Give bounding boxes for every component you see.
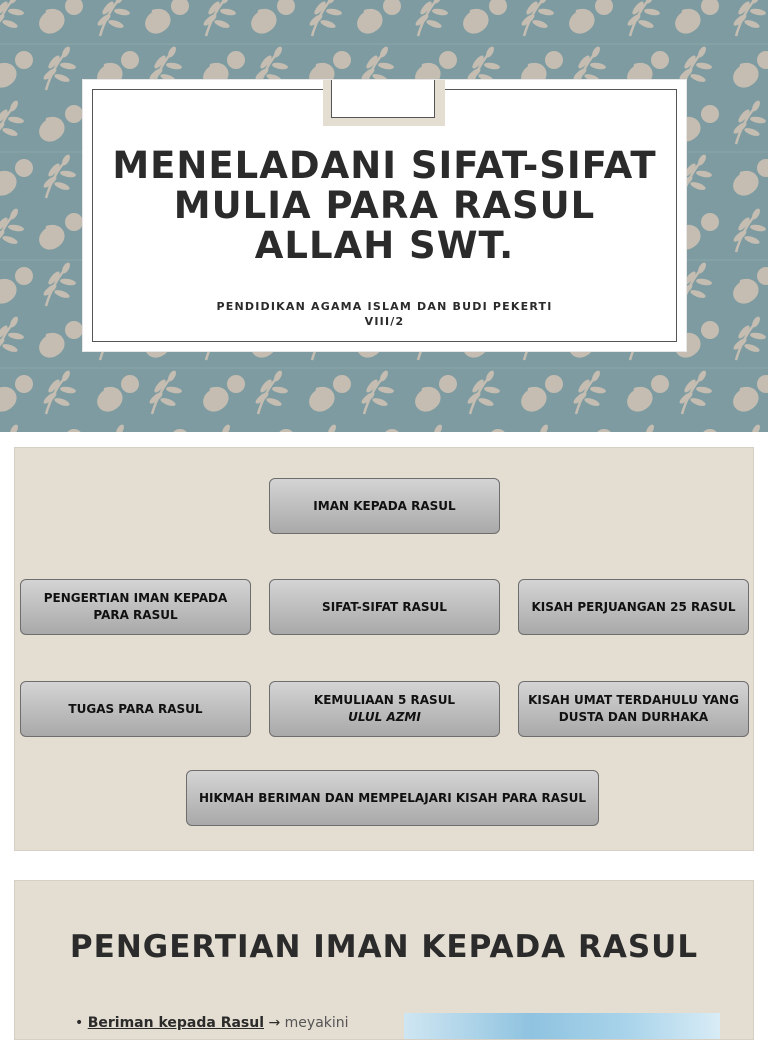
bullet-dot: • xyxy=(75,1015,88,1031)
node-label: KISAH UMAT TERDAHULU YANG DUSTA DAN DURHAKA xyxy=(528,693,739,724)
node-kisah-perjuangan[interactable] xyxy=(518,579,749,635)
pengertian-slide xyxy=(14,880,754,1040)
node-label: KISAH PERJUANGAN 25 RASUL xyxy=(531,599,736,614)
concept-map-slide xyxy=(14,447,754,851)
node-hikmah-beriman[interactable] xyxy=(186,770,599,826)
node-label: SIFAT-SIFAT RASUL xyxy=(322,599,447,614)
bullet-item xyxy=(75,1015,349,1031)
slide-title: MENELADANI SIFAT-SIFAT MULIA PARA RASUL ALLAH SWT. xyxy=(112,144,657,267)
node-pengertian-iman[interactable] xyxy=(20,579,251,635)
node-label: KEMULIAAN 5 RASUL xyxy=(313,693,456,707)
slide3-title: PENGERTIAN IMAN KEPADA RASUL xyxy=(69,929,699,965)
subtitle-subject: PENDIDIKAN AGAMA ISLAM DAN BUDI PEKERTI xyxy=(216,300,553,313)
subtitle-class: VIII/2 xyxy=(364,315,405,328)
arrow-icon: → xyxy=(268,1015,281,1031)
node-kemuliaan-ulul-azmi[interactable] xyxy=(269,681,500,737)
bullet-text: meyakini xyxy=(284,1015,349,1031)
title-slide xyxy=(0,0,768,432)
title-card xyxy=(83,80,686,351)
bullet-term: Beriman kepada Rasul xyxy=(87,1015,265,1031)
slide-subtitle xyxy=(103,299,666,329)
node-tugas-para-rasul[interactable] xyxy=(20,681,251,737)
node-label: PENGERTIAN IMAN KEPADA PARA RASUL xyxy=(43,591,228,622)
illustration-image xyxy=(404,1013,720,1040)
node-sifat-sifat-rasul[interactable] xyxy=(269,579,500,635)
card-tab-inner xyxy=(331,80,435,118)
node-label: TUGAS PARA RASUL xyxy=(68,701,203,716)
node-kisah-umat-terdahulu[interactable] xyxy=(518,681,749,737)
node-label-italic: ULUL AZMI xyxy=(348,710,421,724)
node-label: HIKMAH BERIMAN DAN MEMPELAJARI KISAH PARA RASUL xyxy=(198,790,587,805)
node-label: IMAN KEPADA RASUL xyxy=(313,498,456,513)
node-iman-kepada-rasul[interactable] xyxy=(269,478,500,534)
